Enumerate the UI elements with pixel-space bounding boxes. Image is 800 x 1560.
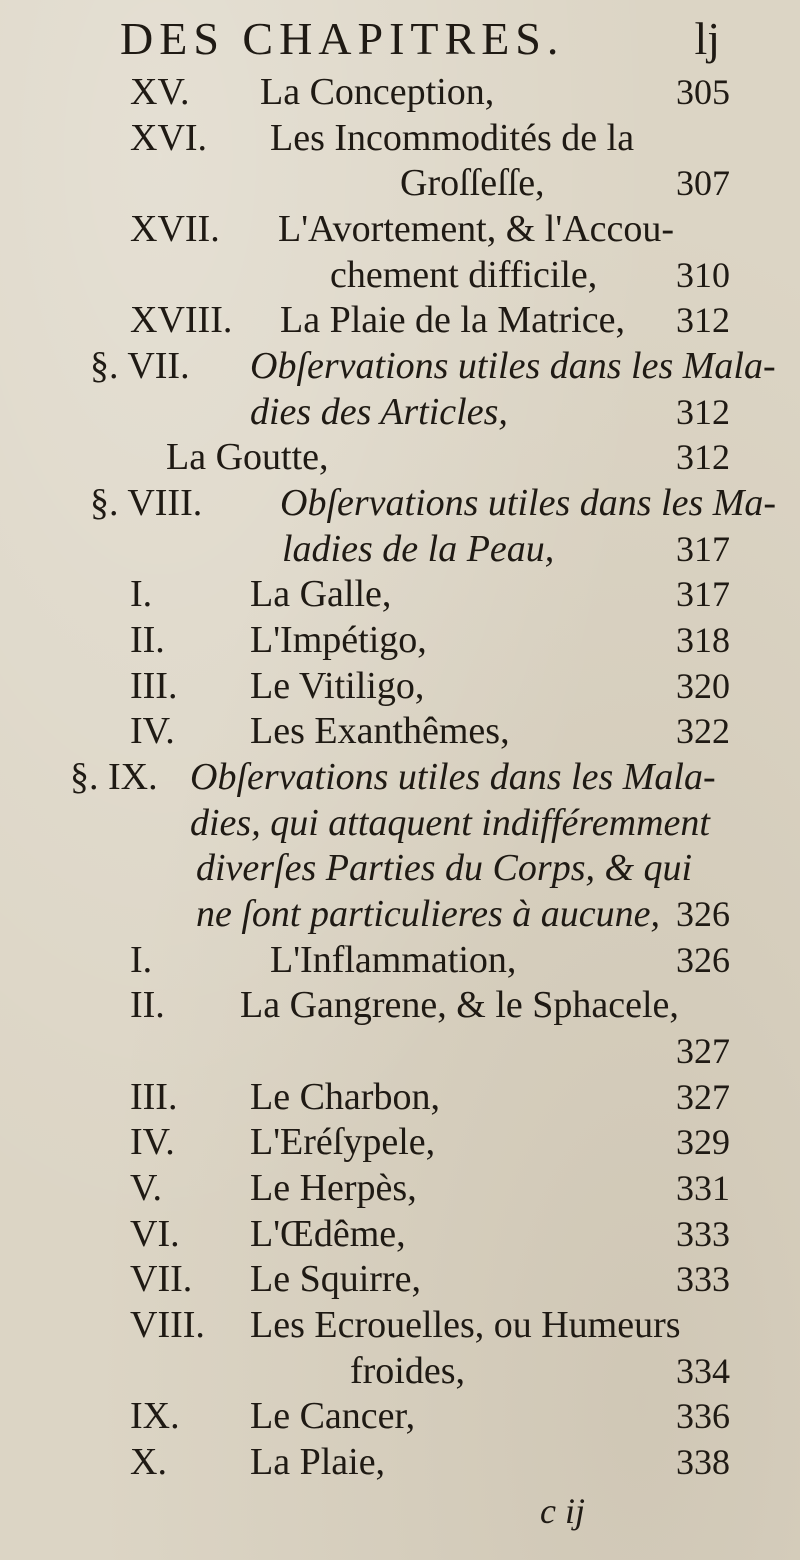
entry-title: La Gangrene, & le Sphacele, bbox=[240, 984, 679, 1026]
entry-number: XVI. bbox=[130, 117, 208, 159]
entry-number: II. bbox=[130, 984, 165, 1026]
toc-entry bbox=[130, 572, 730, 616]
toc-entry bbox=[130, 1303, 730, 1347]
running-head-title: DES CHAPITRES. bbox=[120, 13, 565, 64]
section-title: Obſervations utiles dans les Mala- bbox=[190, 756, 716, 798]
entry-title: Le Vitiligo, bbox=[250, 665, 425, 707]
entry-number: II. bbox=[130, 619, 165, 661]
toc-section-continuation bbox=[70, 801, 730, 845]
entry-title: L'Inflammation, bbox=[270, 939, 517, 981]
section-title: Obſervations utiles dans les Mala- bbox=[250, 345, 776, 387]
entry-page: 320 bbox=[676, 666, 730, 706]
entry-page: 338 bbox=[676, 1442, 730, 1482]
entry-title: La Conception, bbox=[260, 71, 495, 113]
toc-entry-continuation bbox=[130, 161, 730, 205]
entry-title: Le Herpès, bbox=[250, 1167, 417, 1209]
toc-entry bbox=[130, 116, 730, 160]
entry-title: L'Impétigo, bbox=[250, 619, 427, 661]
toc-entry bbox=[130, 709, 730, 753]
entry-page: 336 bbox=[676, 1396, 730, 1436]
toc-entry bbox=[130, 1440, 730, 1484]
entry-page: 312 bbox=[676, 392, 730, 432]
section-title: ladies de la Peau, bbox=[282, 528, 555, 570]
entry-page: 312 bbox=[676, 437, 730, 477]
entry-page: 327 bbox=[676, 1031, 730, 1071]
toc-section-continuation bbox=[70, 892, 730, 936]
signature-mark: c ij bbox=[540, 1491, 585, 1531]
entry-title: Les Exanthêmes, bbox=[250, 710, 510, 752]
entry-title: L'Eréſypele, bbox=[250, 1121, 436, 1163]
entry-page: 333 bbox=[676, 1214, 730, 1254]
entry-number: I. bbox=[130, 939, 153, 981]
entry-title: La Galle, bbox=[250, 573, 392, 615]
entry-page: 317 bbox=[676, 529, 730, 569]
entry-number: VII. bbox=[130, 1258, 193, 1300]
entry-title: Le Cancer, bbox=[250, 1395, 416, 1437]
entry-title: Groſſeſſe, bbox=[400, 162, 545, 204]
toc-entry bbox=[130, 983, 750, 1027]
entry-page: 312 bbox=[676, 300, 730, 340]
entry-page: 333 bbox=[676, 1259, 730, 1299]
entry-page: 317 bbox=[676, 574, 730, 614]
toc-section bbox=[90, 344, 776, 388]
entry-number: IV. bbox=[130, 710, 175, 752]
entry-title: froides, bbox=[350, 1350, 466, 1392]
toc-section-continuation bbox=[70, 846, 730, 890]
entry-number: XVII. bbox=[130, 208, 220, 250]
toc-entry bbox=[130, 664, 730, 708]
entry-page: 326 bbox=[676, 894, 730, 934]
entry-page: 305 bbox=[676, 72, 730, 112]
entry-page: 307 bbox=[676, 163, 730, 203]
entry-number: VIII. bbox=[130, 1304, 205, 1346]
toc-entry bbox=[130, 1394, 730, 1438]
toc-section-continuation bbox=[90, 527, 730, 571]
section-number: §. IX. bbox=[70, 756, 158, 798]
entry-title: L'Avortement, & l'Accou- bbox=[278, 208, 675, 250]
toc-section-continuation bbox=[90, 390, 730, 434]
entry-page: 326 bbox=[676, 940, 730, 980]
entry-number: I. bbox=[130, 573, 153, 615]
entry-page: 329 bbox=[676, 1122, 730, 1162]
entry-number: IX. bbox=[130, 1395, 180, 1437]
toc-entry bbox=[130, 938, 730, 982]
entry-title: La Plaie de la Matrice, bbox=[280, 299, 626, 341]
entry-page: 327 bbox=[676, 1077, 730, 1117]
toc-section bbox=[70, 755, 730, 799]
entry-page: 310 bbox=[676, 255, 730, 295]
entry-title: L'Œdême, bbox=[250, 1213, 406, 1255]
section-title: ne ſont particulieres à aucune, bbox=[196, 893, 660, 935]
toc-entry-continuation bbox=[130, 253, 730, 297]
toc-entry bbox=[130, 618, 730, 662]
toc-entry bbox=[130, 298, 730, 342]
entry-number: XV. bbox=[130, 71, 190, 113]
entry-page: 322 bbox=[676, 711, 730, 751]
section-title: Obſervations utiles dans les Ma- bbox=[280, 482, 777, 524]
toc-entry bbox=[130, 435, 730, 479]
toc-entry bbox=[130, 1166, 730, 1210]
entry-title: chement difficile, bbox=[330, 254, 598, 296]
entry-title: La Plaie, bbox=[250, 1441, 386, 1483]
entry-page: 331 bbox=[676, 1168, 730, 1208]
entry-number: III. bbox=[130, 1076, 178, 1118]
entry-title: Le Squirre, bbox=[250, 1258, 421, 1300]
section-title: dies des Articles, bbox=[250, 391, 508, 433]
toc-entry bbox=[130, 1120, 730, 1164]
entry-page: 334 bbox=[676, 1351, 730, 1391]
running-head bbox=[120, 12, 720, 68]
toc-entry bbox=[130, 70, 730, 114]
toc-section bbox=[90, 481, 777, 525]
section-title: dies, qui attaquent indifféremment bbox=[190, 802, 710, 844]
section-number: §. VIII. bbox=[90, 482, 203, 524]
entry-title: La Goutte, bbox=[166, 436, 329, 478]
entry-page: 318 bbox=[676, 620, 730, 660]
toc-entry bbox=[130, 207, 730, 251]
section-title: diverſes Parties du Corps, & qui bbox=[196, 847, 693, 889]
toc-entry-continuation bbox=[130, 1029, 730, 1073]
section-number: §. VII. bbox=[90, 345, 190, 387]
entry-number: IV. bbox=[130, 1121, 175, 1163]
toc-entry bbox=[130, 1257, 730, 1301]
running-head-folio: lj bbox=[694, 13, 720, 64]
entry-title: Le Charbon, bbox=[250, 1076, 440, 1118]
entry-number: VI. bbox=[130, 1213, 180, 1255]
entry-title: Les Incommodités de la bbox=[270, 117, 635, 159]
toc-entry bbox=[130, 1075, 730, 1119]
toc-entry-continuation bbox=[130, 1349, 730, 1393]
toc-entry bbox=[130, 1212, 730, 1256]
entry-number: III. bbox=[130, 665, 178, 707]
entry-number: X. bbox=[130, 1441, 167, 1483]
entry-number: V. bbox=[130, 1167, 163, 1209]
entry-number: XVIII. bbox=[130, 299, 233, 341]
entry-title: Les Ecrouelles, ou Humeurs bbox=[250, 1304, 681, 1346]
